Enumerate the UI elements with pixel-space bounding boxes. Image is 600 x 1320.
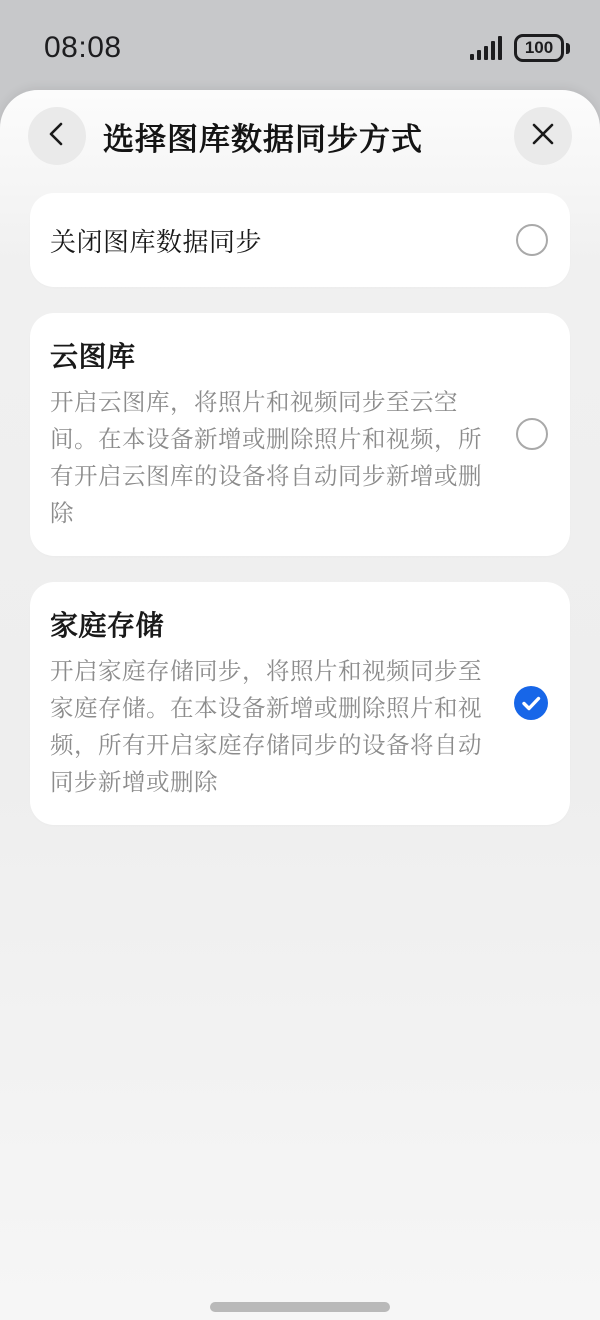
option-cloud-gallery[interactable] <box>30 313 570 556</box>
option-disable-sync[interactable] <box>30 193 570 287</box>
sheet-header <box>0 90 600 165</box>
radio-unselected-icon[interactable] <box>516 224 548 256</box>
status-icons <box>470 34 570 62</box>
sync-method-sheet <box>0 90 600 1320</box>
status-bar <box>0 0 600 90</box>
option-label: 家庭存储 <box>50 610 165 641</box>
battery-icon <box>514 34 570 62</box>
option-home-storage[interactable] <box>30 582 570 825</box>
option-description: 开启云图库，将照片和视频同步至云空间。在本设备新增或删除照片和视频，所有开启云图库的设备将自动同步新增或删除 <box>50 389 482 526</box>
close-icon <box>530 121 556 152</box>
clock: 08:08 <box>44 31 122 64</box>
radio-selected-check-icon[interactable] <box>514 686 548 720</box>
signal-strength-icon <box>470 36 502 60</box>
back-button[interactable] <box>28 107 86 165</box>
option-label: 关闭图库数据同步 <box>50 226 263 257</box>
page-title: 选择图库数据同步方式 <box>103 121 423 157</box>
option-list <box>0 193 600 825</box>
close-button[interactable] <box>514 107 572 165</box>
home-indicator[interactable] <box>210 1302 390 1312</box>
battery-percentage: 100 <box>524 38 554 57</box>
option-label: 云图库 <box>50 341 136 372</box>
radio-unselected-icon[interactable] <box>516 418 548 450</box>
chevron-left-icon <box>44 121 70 152</box>
option-description: 开启家庭存储同步，将照片和视频同步至家庭存储。在本设备新增或删除照片和视频，所有开启家庭存储同步的设备将自动同步新增或删除 <box>50 658 482 795</box>
